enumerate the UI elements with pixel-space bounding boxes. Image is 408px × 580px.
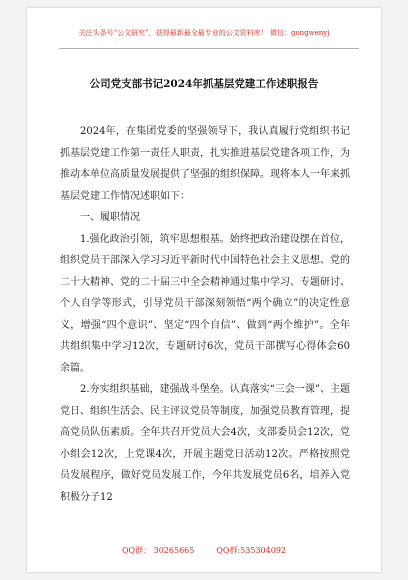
body-paragraph-1: 1.强化政治引领，筑牢思想根基。始终把政治建设摆在首位，组织党员干部深入学习习近平新时代中国特色社会主义思想、党的二十大精神、党的二十届三中全会精神通过集中学习、专题研讨、个人自学等形式，引导党员干部深刻领悟“两个确立”的决定性意义，增强“四个意识”、坚定“四个自信”、做到“两个维护”。全年共组织集中学习12次，专题研讨6次，党员干部撰写心得体会60余篇。 (60, 233, 350, 374)
header-promo-note: 关注头条号“公文研究”，获得最新最全最专业的公文资料库！ 微信：gongwenyj (78, 29, 330, 37)
document-body (60, 121, 350, 508)
footer-qq-group-2: QQ群:535304092 (216, 546, 286, 555)
footer-qq-groups (27, 545, 381, 556)
document-page (27, 8, 381, 572)
header-divider (59, 48, 359, 49)
document-title: 公司党支部书记2024年抓基层党建工作述职报告 (89, 78, 319, 90)
footer-qq-group-1: QQ群： 30265665 (121, 546, 195, 555)
body-paragraph-2: 2.夯实组织基础，建强战斗堡垒。认真落实“三会一课”、主题党日、组织生活会、民主评议党员等制度，加强党员教育管理，提高党员队伍素质。全年共召开党员大会4次，支部委员会12次，党小组会12次，上党课4次，开展主题党日活动12次。严格按照党员发展程序，做好党员发展工作，今年共发展党员6名，培养入党积极分子12 (60, 384, 350, 503)
section-heading: 一、履职情况 (80, 212, 140, 223)
intro-paragraph: 2024年，在集团党委的坚强领导下，我认真履行党组织书记抓基层党建工作第一责任人职责，扎实推进基层党建各项工作，为推动本单位高质量发展提供了坚强的组织保障。现将本人一年来抓基层党建工作情况述职如下： (60, 126, 350, 202)
